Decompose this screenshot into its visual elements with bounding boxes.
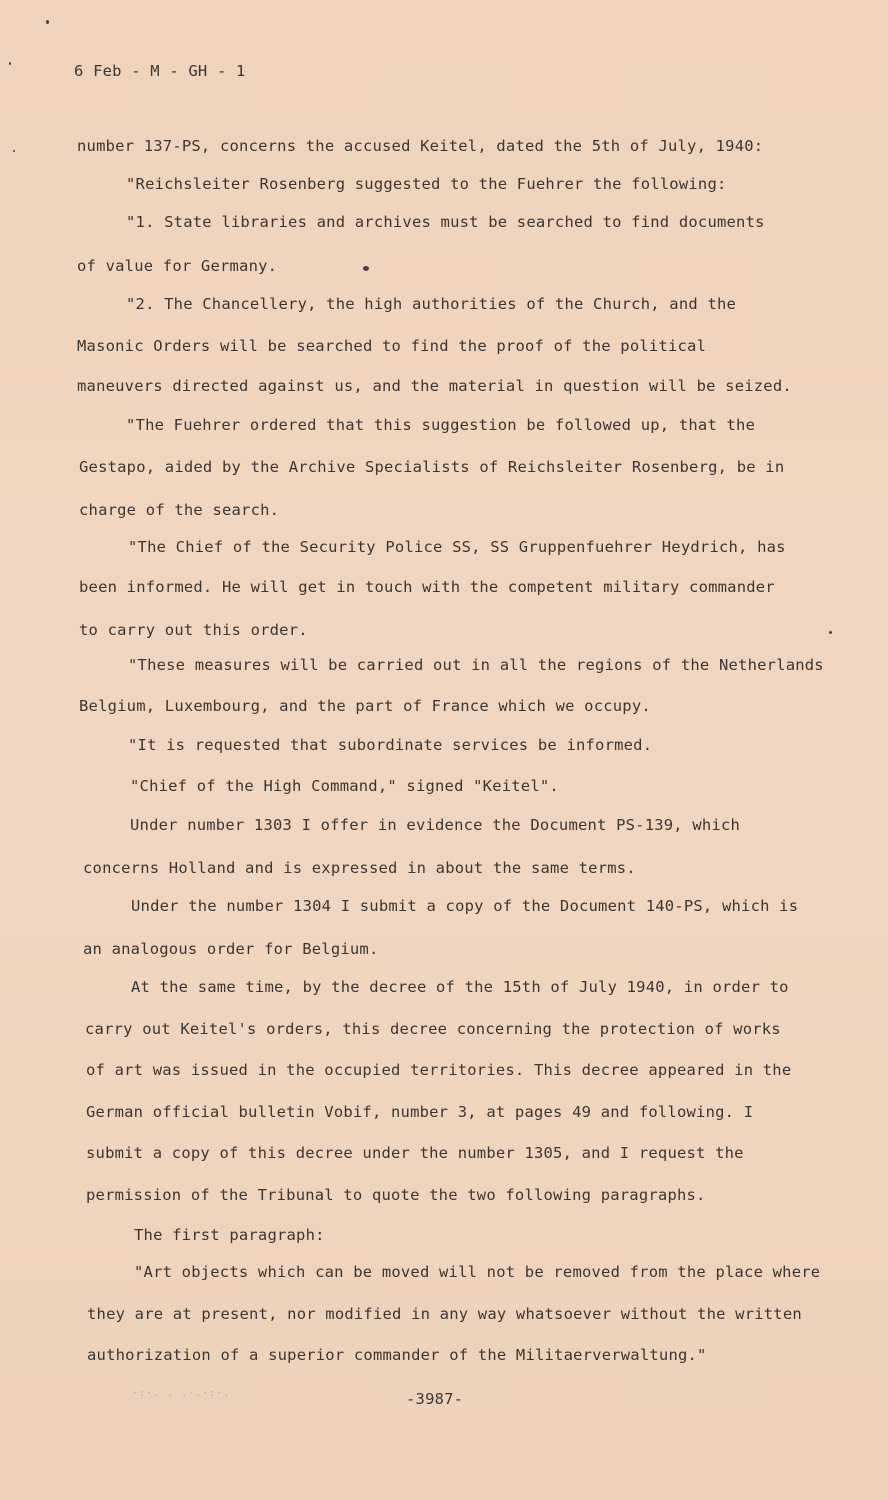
page-header: 6 Feb - M - GH - 1 bbox=[74, 62, 246, 80]
ink-speck bbox=[13, 150, 15, 152]
text-line: "Art objects which can be moved will not be removed from the place where bbox=[134, 1263, 821, 1281]
text-line: "1. State libraries and archives must be searched to find documents bbox=[126, 213, 765, 231]
text-line: concerns Holland and is expressed in about the same terms. bbox=[83, 859, 636, 877]
text-line: Under number 1303 I offer in evidence the Document PS-139, which bbox=[130, 816, 741, 834]
text-line: to carry out this order. bbox=[79, 621, 308, 639]
text-line: carry out Keitel's orders, this decree concerning the protection of works bbox=[85, 1020, 781, 1038]
page-number: -3987- bbox=[406, 1390, 464, 1408]
text-line: an analogous order for Belgium. bbox=[83, 940, 379, 958]
text-line: charge of the search. bbox=[79, 501, 280, 519]
text-line: Gestapo, aided by the Archive Specialists of Reichsleiter Rosenberg, be in bbox=[79, 458, 785, 476]
text-line: At the same time, by the decree of the 15th of July 1940, in order to bbox=[131, 978, 789, 996]
text-line: "The Chief of the Security Police SS, SS Gruppenfuehrer Heydrich, has bbox=[128, 538, 786, 556]
text-line: "Chief of the High Command," signed "Keitel". bbox=[130, 777, 559, 795]
text-line: Masonic Orders will be searched to find the proof of the political bbox=[77, 337, 707, 355]
text-line: Belgium, Luxembourg, and the part of France which we occupy. bbox=[79, 697, 651, 715]
ink-speck bbox=[363, 266, 369, 271]
faint-smudge: ·:·. . .·.·:·. bbox=[132, 1388, 231, 1399]
text-line: permission of the Tribunal to quote the two following paragraphs. bbox=[86, 1186, 706, 1204]
text-line: "Reichsleiter Rosenberg suggested to the Fuehrer the following: bbox=[126, 175, 727, 193]
text-line: they are at present, nor modified in any way whatsoever without the written bbox=[87, 1305, 802, 1323]
text-line: "The Fuehrer ordered that this suggestion be followed up, that the bbox=[126, 416, 756, 434]
text-line: been informed. He will get in touch with the competent military commander bbox=[79, 578, 775, 596]
text-line: submit a copy of this decree under the number 1305, and I request the bbox=[86, 1144, 744, 1162]
ink-speck bbox=[46, 20, 49, 24]
ink-speck bbox=[9, 62, 11, 65]
text-line: number 137-PS, concerns the accused Keitel, dated the 5th of July, 1940: bbox=[77, 137, 764, 155]
text-line: of art was issued in the occupied territories. This decree appeared in the bbox=[86, 1061, 792, 1079]
text-line: The first paragraph: bbox=[134, 1226, 325, 1244]
text-line: of value for Germany. bbox=[77, 257, 278, 275]
text-line: "It is requested that subordinate services be informed. bbox=[128, 736, 653, 754]
ink-speck bbox=[829, 631, 832, 634]
text-line: authorization of a superior commander of the Militaerverwaltung." bbox=[87, 1346, 707, 1364]
text-line: "2. The Chancellery, the high authorities of the Church, and the bbox=[126, 295, 737, 313]
text-line: "These measures will be carried out in all the regions of the Netherlands bbox=[128, 656, 824, 674]
text-line: Under the number 1304 I submit a copy of the Document 140-PS, which is bbox=[131, 897, 799, 915]
text-line: maneuvers directed against us, and the material in question will be seized. bbox=[77, 377, 792, 395]
text-line: German official bulletin Vobif, number 3, at pages 49 and following. I bbox=[86, 1103, 754, 1121]
